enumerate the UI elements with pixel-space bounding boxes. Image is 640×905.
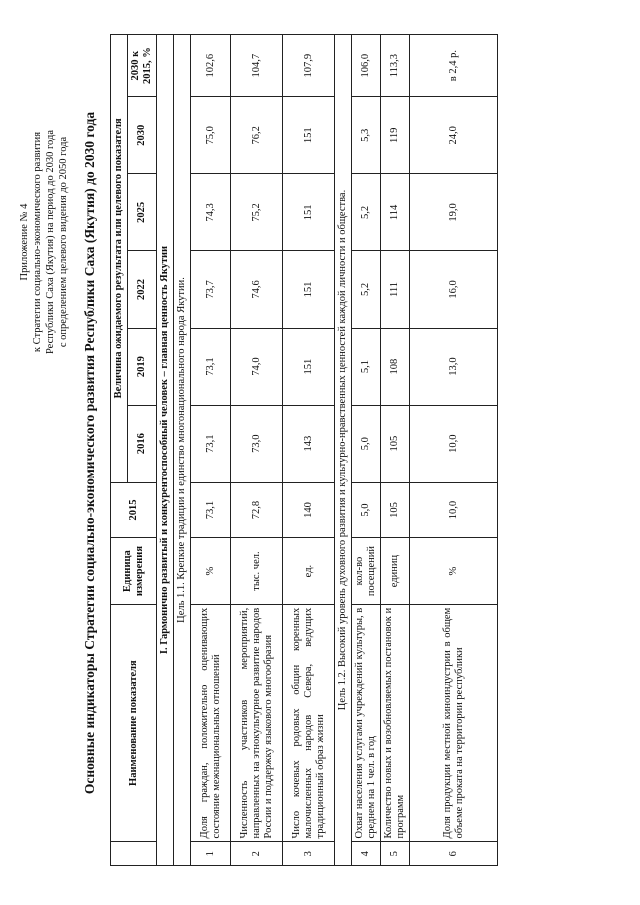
value-2016: 10,0 (410, 405, 498, 482)
value-2030: 76,2 (231, 97, 283, 174)
value-2015: 140 (283, 482, 335, 538)
table-row (191, 35, 231, 866)
value-2030: 151 (283, 97, 335, 174)
header-unit: Единица измерения (111, 538, 157, 604)
table-row (283, 35, 335, 866)
row-number: 3 (283, 842, 335, 866)
table-row (231, 35, 283, 866)
header-ratio: 2030 к 2015, % (128, 35, 157, 97)
header-target-group: Величина ожидаемого результата или целевого показателя (111, 35, 128, 483)
value-ratio: 107,9 (283, 35, 335, 97)
header-year-2019: 2019 (128, 328, 157, 405)
indicator-unit: тыс. чел. (231, 538, 283, 604)
indicator-name: Численность участников мероприятий, направленных на этнокультурное развитие народов России и поддержку языкового многообразия (231, 604, 283, 842)
value-2019: 13,0 (410, 328, 498, 405)
row-number: 4 (352, 842, 381, 866)
value-2025: 19,0 (410, 174, 498, 251)
value-2015: 72,8 (231, 482, 283, 538)
value-2015: 5,0 (352, 482, 381, 538)
value-2025: 114 (381, 174, 410, 251)
value-2015: 105 (381, 482, 410, 538)
header-year-2022: 2022 (128, 251, 157, 328)
indicator-name: Число кочевых родовых общин коренных малочисленных народов Севера, ведущих традиционный образ жизни (283, 604, 335, 842)
value-2025: 75,2 (231, 174, 283, 251)
value-2022: 16,0 (410, 251, 498, 328)
header-year-2025: 2025 (128, 174, 157, 251)
value-2016: 73,1 (191, 405, 231, 482)
indicator-name: Охват населения услугами учреждений культуры, в среднем на 1 чел. в год (352, 604, 381, 842)
value-2016: 5,0 (352, 405, 381, 482)
header-year-2030: 2030 (128, 97, 157, 174)
indicators-table (110, 34, 498, 866)
value-2022: 5,2 (352, 251, 381, 328)
value-2030: 5,3 (352, 97, 381, 174)
indicator-name: Количество новых и возобновляемых постановок и программ (381, 604, 410, 842)
appendix-ref-line3: с определением целевого видения до 2050 года (58, 136, 69, 348)
header-name: Наименование показателя (111, 604, 157, 842)
value-ratio: 102,6 (191, 35, 231, 97)
indicator-unit: % (191, 538, 231, 604)
value-2025: 151 (283, 174, 335, 251)
value-2016: 73,0 (231, 405, 283, 482)
table-row (352, 35, 381, 866)
value-2022: 74,6 (231, 251, 283, 328)
header-row-1 (111, 35, 128, 866)
header-base-year: 2015 (111, 482, 157, 538)
table-row (381, 35, 410, 866)
value-ratio: 113,3 (381, 35, 410, 97)
indicator-unit: ед. (283, 538, 335, 604)
value-2019: 5,1 (352, 328, 381, 405)
value-2016: 105 (381, 405, 410, 482)
document-title: Основные индикаторы Стратегии социально-экономического развития Республики Саха (Якутия) до 2030 года (82, 111, 97, 795)
appendix-ref-line2: Республики Саха (Якутия) на период до 2030 года (45, 129, 56, 355)
value-2019: 151 (283, 328, 335, 405)
appendix-note (18, 32, 70, 452)
value-2030: 119 (381, 97, 410, 174)
row-number: 1 (191, 842, 231, 866)
value-2022: 111 (381, 251, 410, 328)
section-row (157, 35, 174, 866)
value-2030: 24,0 (410, 97, 498, 174)
section-heading: I. Гармонично развитый и конкурентоспособный человек – главная ценность Якутии (157, 35, 174, 866)
indicator-unit: % (410, 538, 498, 604)
row-number: 2 (231, 842, 283, 866)
value-2025: 5,2 (352, 174, 381, 251)
row-number: 5 (381, 842, 410, 866)
rotated-landscape-content (14, 28, 626, 878)
indicator-name: Доля граждан, положительно оценивающих состояние межнациональных отношений (191, 604, 231, 842)
indicator-unit: кол-во посещений (352, 538, 381, 604)
value-2019: 73,1 (191, 328, 231, 405)
goal-1-1: Цель 1.1. Крепкие традиции и единство многонационального народа Якутии. (174, 35, 191, 866)
table-row (410, 35, 498, 866)
goal-row (335, 35, 352, 866)
value-2022: 73,7 (191, 251, 231, 328)
value-2019: 74,0 (231, 328, 283, 405)
value-2025: 74,3 (191, 174, 231, 251)
goal-1-2: Цель 1.2. Высокий уровень духовного развития и культурно-нравственных ценностей каждой личности и общества. (335, 35, 352, 866)
value-2019: 108 (381, 328, 410, 405)
value-ratio: 104,7 (231, 35, 283, 97)
header-number (111, 842, 157, 866)
indicator-unit: единиц (381, 538, 410, 604)
value-ratio: в 2,4 р. (410, 35, 498, 97)
row-number: 6 (410, 842, 498, 866)
appendix-ref-line1: к Стратегии социально-экономического развития (32, 131, 43, 353)
indicator-name: Доля продукции местной киноиндустрии в общем объеме проката на территории республики (410, 604, 498, 842)
appendix-number: Приложение № 4 (19, 203, 30, 281)
value-2022: 151 (283, 251, 335, 328)
value-ratio: 106,0 (352, 35, 381, 97)
value-2030: 75,0 (191, 97, 231, 174)
header-year-2016: 2016 (128, 405, 157, 482)
goal-row (174, 35, 191, 866)
value-2015: 10,0 (410, 482, 498, 538)
value-2016: 143 (283, 405, 335, 482)
value-2015: 73,1 (191, 482, 231, 538)
